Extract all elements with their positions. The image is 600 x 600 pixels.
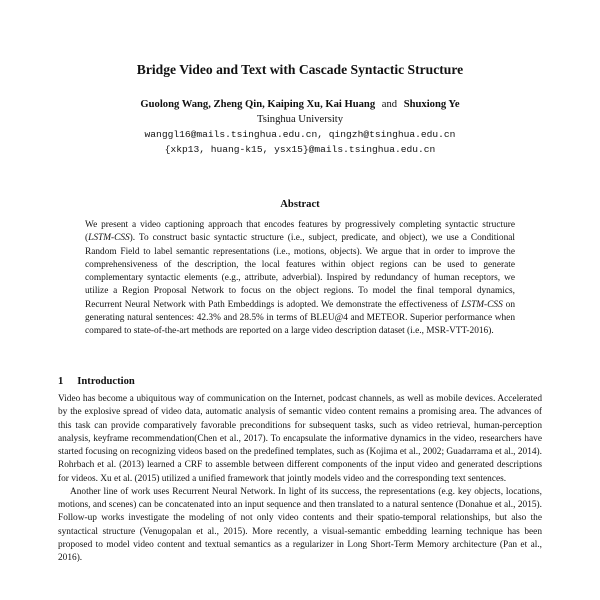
section-title: Introduction [77,376,135,387]
section-heading-introduction [58,376,135,387]
authors-and: and [381,99,398,110]
abstract-body [85,219,515,338]
abstract-heading: Abstract [280,199,320,210]
paper-title: Bridge Video and Text with Cascade Syntactic Structure [136,62,464,77]
affiliation: Tsinghua University [256,114,344,125]
abstract-method-name: LSTM-CSS [88,233,130,244]
abstract-text-b: ). To construct basic syntactic structure (i.e., subject, predicate, and object), we use a Conditional Random Field to label semantic representations (i.e., motions, objects). We argue that in order to improve the comprehensiveness of the description, the local features within object regions can be used to generate complementary syntactic elements (e.g., attribute, adverbial). Inspired by redundancy of human receptors, we utilize a Region Proposal Network to focus on the object regions. To model the final temporal dynamics, Recurrent Neural Network with Path Embeddings is adopted. We demonstrate the effectiveness of [85,233,515,310]
introduction-body [58,393,542,565]
authors-main: Guolong Wang, Zheng Qin, Kaiping Xu, Kai Huang [140,99,376,110]
abstract-text-c: on generating natural sentences: 42.3% and 28.5% in terms of BLEU@4 and METEOR. Superior performance when compared to state-of-the-art methods are reported on a large video description dataset (i.e., MSR-VTT-2016). [85,299,515,336]
intro-paragraph-1: Video has become a ubiquitous way of communication on the Internet, podcast channels, as well as mobile devices. Accelerated by the explosive spread of video data, automatic analysis of semantic video content remains a promising area. The advances of this task can provide comparatively favorable preconditions for subsequent tasks, such as video retrieval, human-perception analysis, keyframe recommendation(Chen et al., 2017). To encapsulate the informative dynamics in the video, researchers have started focusing on recognizing videos based on the predefined templates, such as (Kojima et al., 2002; Guadarrama et al., 2014). Rohrbach et al. (2013) learned a CRF to assemble between different components of the input video and generated descriptions for videos. Xu et al. (2015) utilized a unified framework that jointly models video and the corresponding text sentences. [58,394,542,484]
abstract-method-name-2: LSTM-CSS [461,299,503,310]
authors-last: Shuxiong Ye [403,99,460,110]
section-number: 1 [58,376,64,387]
email-line-1: wanggl16@mails.tsinghua.edu.cn, qingzh@tsinghua.edu.cn [144,129,456,140]
email-line-2: {xkp13, huang-k15, ysx15}@mails.tsinghua.edu.cn [164,144,436,155]
intro-paragraph-2: Another line of work uses Recurrent Neural Network. In light of its success, the representations (e.g. key objects, locations, motions, and scenes) can be concatenated into an input sequence and then translated to a natural sentence (Donahue et al., 2015). Follow-up works investigate the modeling of not only video contents and their spatio-temporal relationships, but also the syntactical structure (Venugopalan et al., 2015). More recently, a visual-semantic embedding learning technique has been proposed to model video content and textual semantics as a regularizer in Long Short-Term Memory architecture (Pan et al., 2016). [58,486,542,563]
author-list [0,99,600,110]
abstract-text-a: We present a video captioning approach that encodes features by progressively completing syntactic structure ( [85,220,515,244]
